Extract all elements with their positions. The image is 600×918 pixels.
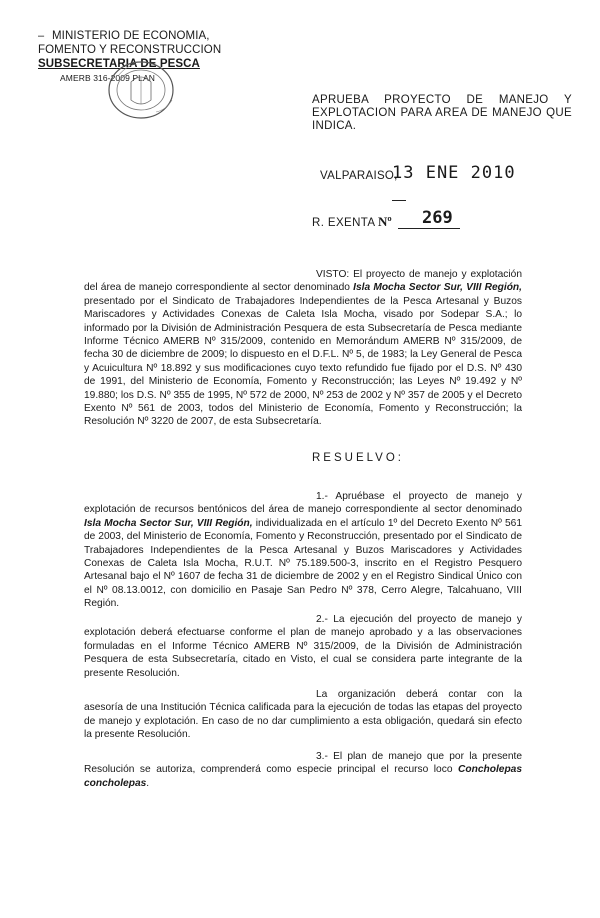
resolution-tick: [392, 200, 406, 201]
article-1-lead: 1.- Apruébase el proyecto de manejo y explotación de recursos bentónicos del área de manejo correspondiente al sector denominado: [84, 491, 522, 516]
header-amerb-ref: AMERB 316-2009 PLAN: [60, 73, 155, 83]
article-1-sector: Isla Mocha Sector Sur, VIII Región,: [84, 517, 253, 529]
resolution-prefix: Nº: [378, 214, 392, 229]
article-1-paragraph: [84, 490, 522, 611]
visto-rest: presentado por el Sindicato de Trabajadores Independientes de la Pesca Artesanal y Buzos Mariscadores y Actividades Conexas de Caleta Isla Mocha, visado por Sodepar S.A.; lo informado por la División de Administración Pesquera de esta Subsecretaría de Pesca mediante Informe Técnico AMERB Nº 315/2009, contenido en Memorándum AMERB Nº 315/2009, de fecha 30 de diciembre de 2009; lo dispuesto en el D.F.L. Nº 5, de 1983; la Ley General de Pesca y Acuicultura Nº 18.892 y sus modificaciones cuyo texto refundido fue fijado por el D.S. Nº 430 de 1991, del Ministerio de Economía, Fomento y Reconstrucción; las Leyes Nº 19.492 y Nº 19.880; los D.S. Nº 355 de 1995, Nº 572 de 2000, Nº 253 de 2002 y Nº 357 de 2005 y el Decreto Exento Nº 561 de 2003, todos del Ministerio de Economía, Fomento y Reconstrucción; la Resolución Nº 3220 de 2007, de esta Subsecretaría.: [84, 295, 522, 428]
article-3-paragraph: [84, 750, 522, 790]
document-subject: APRUEBA PROYECTO DE MANEJO Y EXPLOTACION PARA AREA DE MANEJO QUE INDICA.: [312, 94, 572, 132]
header-subsecretaria: SUBSECRETARIA DE PESCA: [38, 58, 200, 70]
visto-paragraph: [84, 268, 522, 429]
resuelvo-heading: RESUELVO:: [312, 452, 404, 464]
date-stamp: 13 ENE 2010: [392, 163, 516, 183]
resolution-number: 269: [422, 208, 453, 228]
place-label: VALPARAISO,: [320, 170, 398, 182]
article-3-lead: 3.- El plan de manejo que por la presente Resolución se autoriza, comprenderá como especie principal el recurso loco: [84, 751, 522, 776]
stamp-seal-icon: [96, 52, 196, 122]
article-2-continuation: La organización deberá contar con la asesoría de una Institución Técnica calificada para la ejecución de todas las etapas del proyecto de manejo y explotación. En caso de no dar cumplimiento a esta obligación, quedará sin efecto la presente Resolución.: [84, 689, 522, 741]
header-dash: –: [38, 30, 45, 42]
article-1-rest: individualizada en el artículo 1º del Decreto Exento Nº 561 de 2003, del Ministerio de Economía, Fomento y Reconstrucción, presentado por el Sindicato de Trabajadores Independientes de la Pesca Artesanal y Buzos Mariscadores y Actividades Conexas de Caleta Isla Mocha, R.U.T. Nº 75.189.500-3, inscrito en el Registro Pesquero Artesanal bajo el Nº 1607 de fecha 31 de diciembre de 2002 y en el Registro Sindical Único con el Nº 08.13.0012, con domicilio en Pasaje San Pedro Nº 378, Cerro Alegre, Talcahuano, VIII Región.: [84, 517, 522, 610]
header-ministry-2: FOMENTO Y RECONSTRUCCION: [38, 44, 222, 56]
article-3-end: .: [146, 777, 150, 789]
resolution-label: R. EXENTA: [312, 217, 376, 229]
visto-sector: Isla Mocha Sector Sur, VIII Región,: [353, 282, 522, 294]
article-2-paragraph: 2.- La ejecución del proyecto de manejo y explotación deberá efectuarse conforme el plan de manejo aprobado y a las observaciones formuladas en el Informe Técnico AMERB Nº 315/2009, de la División de Administración Pesquera de esta Subsecretaría, citado en Visto, el cual se considera parte integrante de la presente Resolución.: [84, 614, 522, 679]
resolution-underline: [398, 228, 460, 229]
visto-lead: VISTO: El proyecto de manejo y explotación del área de manejo correspondiente al sector denominado: [84, 269, 522, 294]
header-ministry: MINISTERIO DE ECONOMIA,: [52, 30, 210, 42]
article-3-species: Concholepas concholepas: [84, 764, 522, 789]
